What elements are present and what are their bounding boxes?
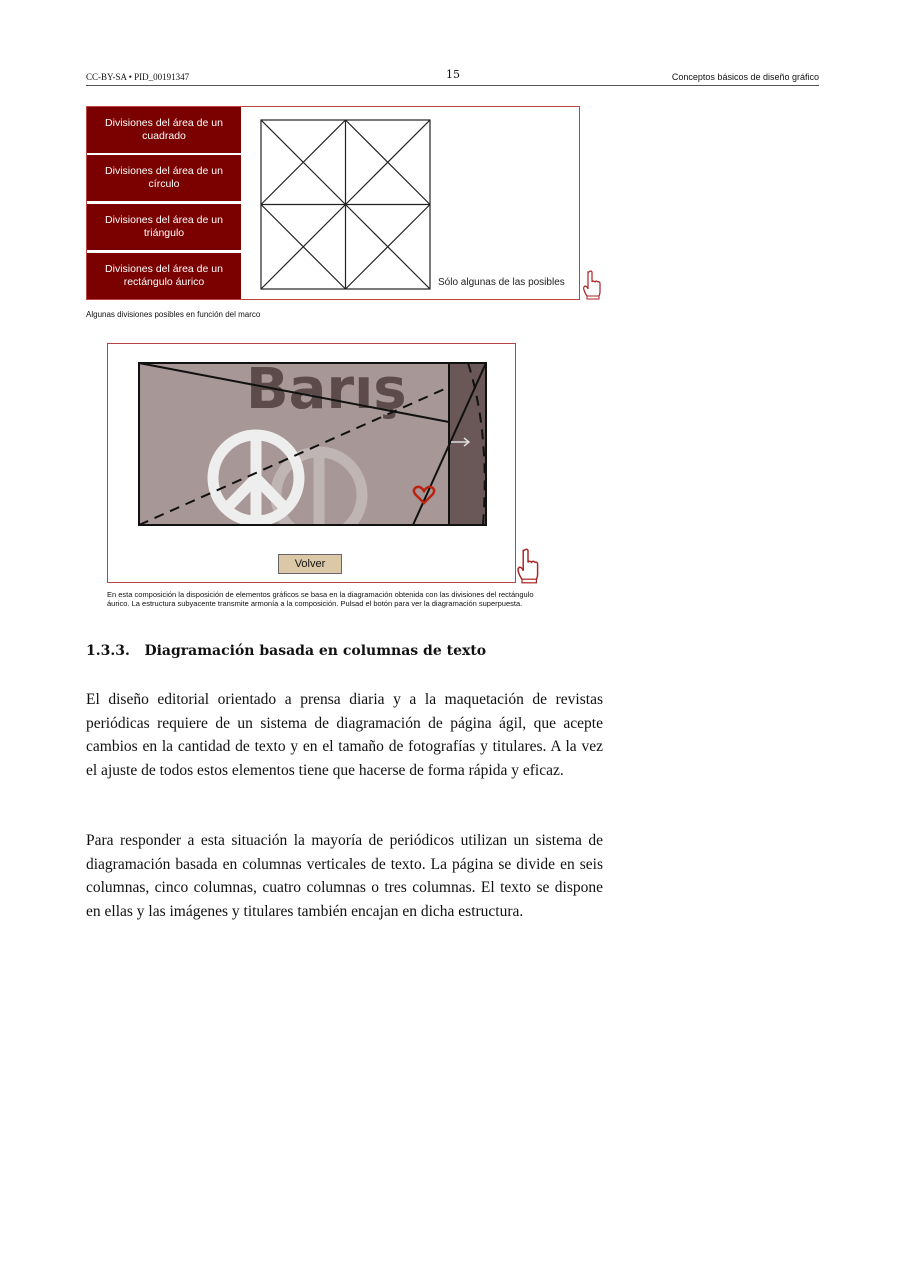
pointer-hand-icon[interactable]: [583, 270, 601, 300]
header-title: Conceptos básicos de diseño gráfico: [671, 72, 819, 82]
page-number: 15: [446, 68, 460, 81]
header-license: CC-BY-SA • PID_00191347: [86, 72, 190, 82]
divisions-figure: [86, 106, 580, 300]
page-header: [86, 68, 819, 86]
section-heading: 1.3.3. Diagramación basada en columnas de texto: [86, 643, 487, 659]
menu-item-golden-rectangle[interactable]: Divisiones del área de un rectángulo áurico: [87, 253, 241, 299]
figure1-caption: Algunas divisiones posibles en función del marco: [86, 310, 261, 319]
divisions-note: Sólo algunas de las posibles: [438, 277, 565, 288]
menu-item-circle[interactable]: Divisiones del área de un círculo: [87, 155, 241, 201]
square-division-diagram: [260, 119, 432, 291]
composition-figure: [107, 343, 516, 583]
paragraph: Para responder a esta situación la mayoría de periódicos utilizan un sistema de diagramación basada en columnas verticales de texto. La página se divide en seis columnas, cinco columnas, cuatro columnas o tres columnas. El texto se dispone en ellas y las imágenes y titulares también encajan en dicha estructura.: [86, 832, 603, 920]
menu-item-triangle[interactable]: Divisiones del área de un triángulo: [87, 204, 241, 250]
paragraph: El diseño editorial orientado a prensa diaria y a la maquetación de revistas periódicas requiere de un sistema de diagramación de página ágil, que acepte cambios en la cantidad de texto y en el tamaño de fotografías y titulares. A la vez el ajuste de todos estos elementos tiene que hacerse de forma rápida y eficaz.: [86, 691, 603, 779]
divisions-menu: [87, 107, 241, 299]
figure2-caption: En esta composición la disposición de elementos gráficos se basa en la diagramación obtenida con las divisiones del rectángulo áurico. La estructura subyacente transmite armonía a la composición. Pulsad el botón para ver la diagramación superpuesta.: [107, 590, 534, 608]
overlay-text: Barış: [246, 362, 407, 422]
pointer-hand-icon-2[interactable]: [517, 548, 539, 584]
volver-button[interactable]: Volver: [278, 554, 342, 574]
golden-rectangle-composition: [138, 362, 488, 526]
menu-item-square[interactable]: Divisiones del área de un cuadrado: [87, 107, 241, 153]
